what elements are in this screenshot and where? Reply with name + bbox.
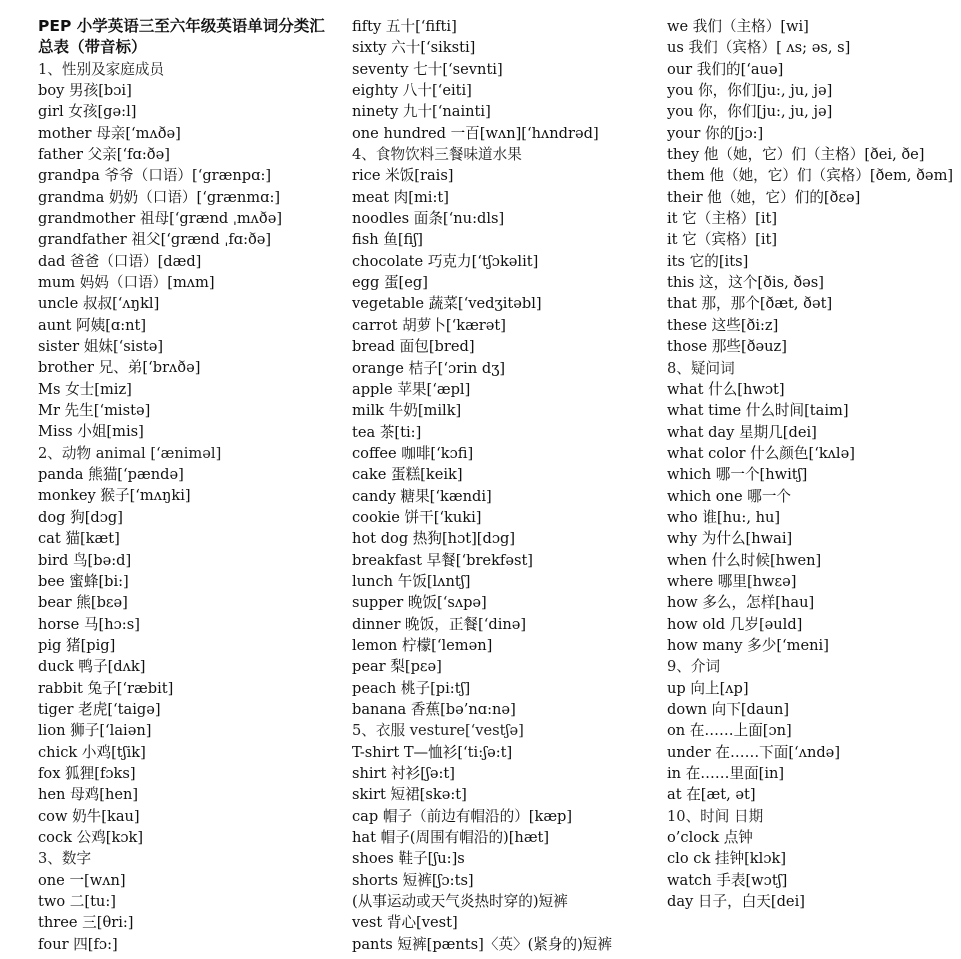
vocab-entry: we 我们（主格）[wi] (667, 18, 809, 35)
vocab-entry: that 那，那个[ðæt, ðət] (667, 295, 833, 313)
vocab-entry: uncle 叔叔[‘ʌŋkl] (38, 295, 160, 313)
vocab-entry: bee 蜜蜂[bi:] (38, 572, 129, 590)
vocab-entry: you 你，你们[ju:, ju, jə] (667, 82, 833, 100)
vocab-entry: shorts 短裤[ʃɔ:ts] (352, 871, 474, 889)
column-3-list (667, 16, 961, 912)
vocab-entry: banana 香蕉[bə’nɑ:nə] (352, 701, 516, 718)
vocab-entry: vest 背心[vest] (352, 914, 458, 932)
vocab-entry: fifty 五十[‘fifti] (352, 18, 457, 35)
vocab-entry: who 谁[hu:, hu] (667, 508, 781, 526)
vocab-entry: Mr 先生[‘mistə] (38, 402, 151, 420)
vocab-entry: how many 多少[‘meni] (667, 636, 829, 654)
vocab-entry: under 在……下面[‘ʌndə] (667, 743, 841, 761)
vocab-entry: what 什么[hwɔt] (667, 380, 785, 398)
section-heading: 8、疑问词 (667, 359, 735, 377)
section-heading: 9、介词 (667, 658, 721, 676)
vocab-entry: dog 狗[dɔg] (38, 508, 123, 526)
vocab-entry: up 向上[ʌp] (667, 679, 749, 697)
vocab-entry: they 他（她，它）们（主格）[ðei, ðe] (667, 146, 925, 164)
vocab-entry: why 为什么[hwai] (667, 530, 793, 548)
vocab-entry: cat 猫[kæt] (38, 530, 120, 548)
vocab-entry: chick 小鸡[tʃik] (38, 743, 146, 761)
vocab-entry: cake 蛋糕[keik] (352, 466, 463, 484)
vocab-entry: grandpa 爷爷（口语）[‘grænpɑ:] (38, 167, 272, 185)
vocab-entry: chocolate 巧克力[‘tʃɔkəlit] (352, 252, 539, 270)
vocab-entry: grandma 奶奶（口语）[‘grænmɑ:] (38, 188, 281, 206)
vocab-entry: shirt 衬衫[ʃə:t] (352, 765, 455, 783)
vocab-entry: eighty 八十[‘eiti] (352, 82, 472, 100)
vocab-entry: which one 哪一个 (667, 487, 792, 505)
vocab-entry: sixty 六十[‘siksti] (352, 39, 476, 57)
vocab-entry: Miss 小姐[mis] (38, 423, 144, 441)
vocab-entry: Ms 女士[miz] (38, 380, 132, 398)
vocab-entry: bread 面包[bred] (352, 338, 475, 356)
vocab-entry: them 他（她，它）们（宾格）[ðem, ðəm] (667, 167, 954, 185)
vocab-entry: (从事运动或天气炎热时穿的)短裤 (352, 893, 568, 911)
vocab-entry: mum 妈妈（口语）[mʌm] (38, 274, 215, 292)
vocab-entry: on 在……上面[ɔn] (667, 722, 792, 740)
vocab-entry: breakfast 早餐[‘brekfəst] (352, 551, 533, 569)
vocab-entry: pig 猪[pig] (38, 636, 116, 654)
vocab-entry: meat 肉[mi:t] (352, 188, 449, 206)
vocab-entry: fox 狐狸[fɔks] (38, 764, 136, 782)
vocab-entry: at 在[æt, ət] (667, 786, 756, 804)
vocab-entry: this 这，这个[ðis, ðəs] (667, 274, 824, 292)
vocab-entry: father 父亲[‘fɑ:ðə] (38, 145, 170, 163)
vocab-entry: mother 母亲[‘mʌðə] (38, 124, 181, 142)
vocab-entry: candy 糖果[‘kændi] (352, 487, 492, 505)
vocab-entry: vegetable 蔬菜[‘vedʒitəbl] (352, 295, 542, 313)
vocab-entry: hot dog 热狗[hɔt][dɔg] (352, 530, 516, 548)
column-1 (38, 16, 338, 955)
vocab-entry: panda 熊猫[‘pændə] (38, 466, 184, 484)
vocab-entry: milk 牛奶[milk] (352, 402, 462, 420)
vocab-entry: girl 女孩[gə:l] (38, 103, 137, 121)
vocab-entry: which 哪一个[hwitʃ] (667, 466, 808, 484)
vocab-entry: grandmother 祖母[‘grænd ˌmʌðə] (38, 210, 283, 227)
vocab-entry: cow 奶牛[kau] (38, 807, 140, 825)
vocab-entry: hat 帽子(周围有帽沿的)[hæt] (352, 829, 550, 847)
vocab-entry: our 我们的[‘auə] (667, 60, 784, 78)
vocab-entry: cap 帽子（前边有帽沿的）[kæp] (352, 807, 573, 825)
vocab-entry: peach 桃子[pi:tʃ] (352, 679, 471, 697)
section-heading: 10、时间 日期 (667, 807, 764, 825)
vocab-entry: tiger 老虎[‘taigə] (38, 700, 161, 718)
vocab-entry: o’clock 点钟 (667, 829, 753, 847)
vocab-entry: monkey 猴子[‘mʌŋki] (38, 487, 191, 505)
vocab-entry: lemon 柠檬[‘lemən] (352, 636, 493, 654)
document-title: PEP 小学英语三至六年级英语单词分类汇总表（带音标） (38, 17, 325, 57)
vocab-entry: what day 星期几[dei] (667, 423, 817, 441)
vocab-entry: one hundred 一百[wʌn][‘hʌndrəd] (352, 124, 599, 142)
vocab-entry: one 一[wʌn] (38, 871, 126, 889)
vocab-entry: brother 兄、弟[‘brʌðə] (38, 359, 201, 377)
vocab-entry: cock 公鸡[kɔk] (38, 828, 144, 846)
vocab-entry: grandfather 祖父[‘grænd ˌfɑ:ðə] (38, 231, 272, 249)
vocab-entry: duck 鸭子[dʌk] (38, 658, 146, 676)
vocab-entry: apple 苹果[‘æpl] (352, 380, 471, 398)
vocab-entry: what color 什么颜色[‘kʌlə] (667, 444, 855, 462)
vocab-entry: two 二[tu:] (38, 893, 116, 910)
vocab-entry: carrot 胡萝卜[‘kærət] (352, 316, 506, 334)
vocab-entry: how 多么，怎样[hau] (667, 594, 815, 612)
vocab-entry: us 我们（宾格）[ ʌs; əs, s] (667, 39, 851, 57)
vocab-entry: lunch 午饭[lʌntʃ] (352, 572, 471, 590)
vocab-entry: these 这些[ði:z] (667, 316, 779, 334)
vocab-entry: day 日子，白天[dei] (667, 893, 805, 911)
vocab-entry: pear 梨[pεə] (352, 658, 442, 676)
vocab-entry: shoes 鞋子[ʃu:]s (352, 850, 465, 868)
vocab-entry: bear 熊[bεə] (38, 594, 128, 612)
vocab-entry: egg 蛋[eg] (352, 274, 428, 292)
column-1-list (38, 59, 338, 955)
vocab-entry: when 什么时候[hwen] (667, 551, 822, 569)
vocab-entry: clo ck 挂钟[klɔk] (667, 850, 787, 868)
vocab-entry: what time 什么时间[taim] (667, 402, 849, 420)
vocab-entry: bird 鸟[bə:d] (38, 551, 132, 569)
vocab-entry: watch 手表[wɔtʃ] (667, 871, 788, 889)
column-2-list (352, 16, 652, 955)
vocab-entry: hen 母鸡[hen] (38, 786, 139, 804)
vocab-entry: rabbit 兔子[‘ræbit] (38, 679, 174, 697)
column-2 (352, 16, 652, 955)
vocab-entry: where 哪里[hwεə] (667, 572, 797, 590)
vocab-entry: ninety 九十[‘nainti] (352, 103, 491, 121)
vocab-entry: boy 男孩[bɔi] (38, 81, 132, 99)
vocab-entry: its 它的[its] (667, 252, 749, 270)
vocab-entry: seventy 七十[‘sevnti] (352, 60, 503, 78)
vocab-entry: noodles 面条[‘nu:dls] (352, 210, 505, 228)
vocab-entry: down 向下[daun] (667, 701, 790, 718)
vocab-entry: three 三[θri:] (38, 914, 134, 932)
vocab-entry: pants 短裤[pænts]〈英〉(紧身的)短裤 (352, 935, 612, 953)
vocab-entry: you 你，你们[ju:, ju, jə] (667, 103, 833, 121)
section-heading: 3、数字 (38, 850, 92, 868)
vocab-entry: how old 几岁[əuld] (667, 615, 803, 633)
section-heading: 5、衣服 vesture[‘vestʃə] (352, 722, 524, 740)
vocab-entry: aunt 阿姨[ɑ:nt] (38, 316, 147, 334)
vocab-entry: coffee 咖啡[‘kɔfi] (352, 444, 474, 462)
section-heading: 2、动物 animal [‘æniməl] (38, 444, 222, 462)
vocab-entry: rice 米饭[rais] (352, 167, 454, 185)
vocab-entry: those 那些[ðəuz] (667, 338, 787, 356)
vocab-entry: your 你的[jɔ:] (667, 124, 764, 142)
vocab-entry: sister 姐妹[‘sistə] (38, 338, 164, 356)
vocab-entry: fish 鱼[fiʃ] (352, 231, 423, 249)
column-3 (667, 16, 961, 912)
vocab-entry: their 他（她，它）们的[ðεə] (667, 188, 861, 206)
vocab-entry: in 在……里面[in] (667, 765, 785, 783)
vocab-entry: dad 爸爸（口语）[dæd] (38, 252, 202, 270)
vocab-entry: it 它（主格）[it] (667, 210, 778, 228)
section-heading: 1、性别及家庭成员 (38, 60, 165, 78)
vocab-entry: lion 狮子[‘laiən] (38, 722, 152, 740)
vocab-entry: dinner 晚饭，正餐[‘dinə] (352, 615, 527, 633)
vocab-entry: orange 桔子[‘ɔrin dʒ] (352, 359, 506, 377)
vocab-entry: supper 晚饭[‘sʌpə] (352, 594, 487, 612)
vocab-entry: four 四[fɔ:] (38, 935, 118, 953)
vocab-entry: cookie 饼干[‘kuki] (352, 508, 482, 526)
vocab-entry: T-shirt T—恤衫[‘ti:ʃə:t] (352, 743, 513, 761)
vocab-entry: skirt 短裙[skə:t] (352, 786, 467, 804)
vocab-entry: it 它（宾格）[it] (667, 231, 778, 249)
vocab-entry: tea 茶[ti:] (352, 423, 422, 441)
vocab-entry: horse 马[hɔ:s] (38, 615, 140, 633)
section-heading: 4、食物饮料三餐味道水果 (352, 146, 522, 164)
